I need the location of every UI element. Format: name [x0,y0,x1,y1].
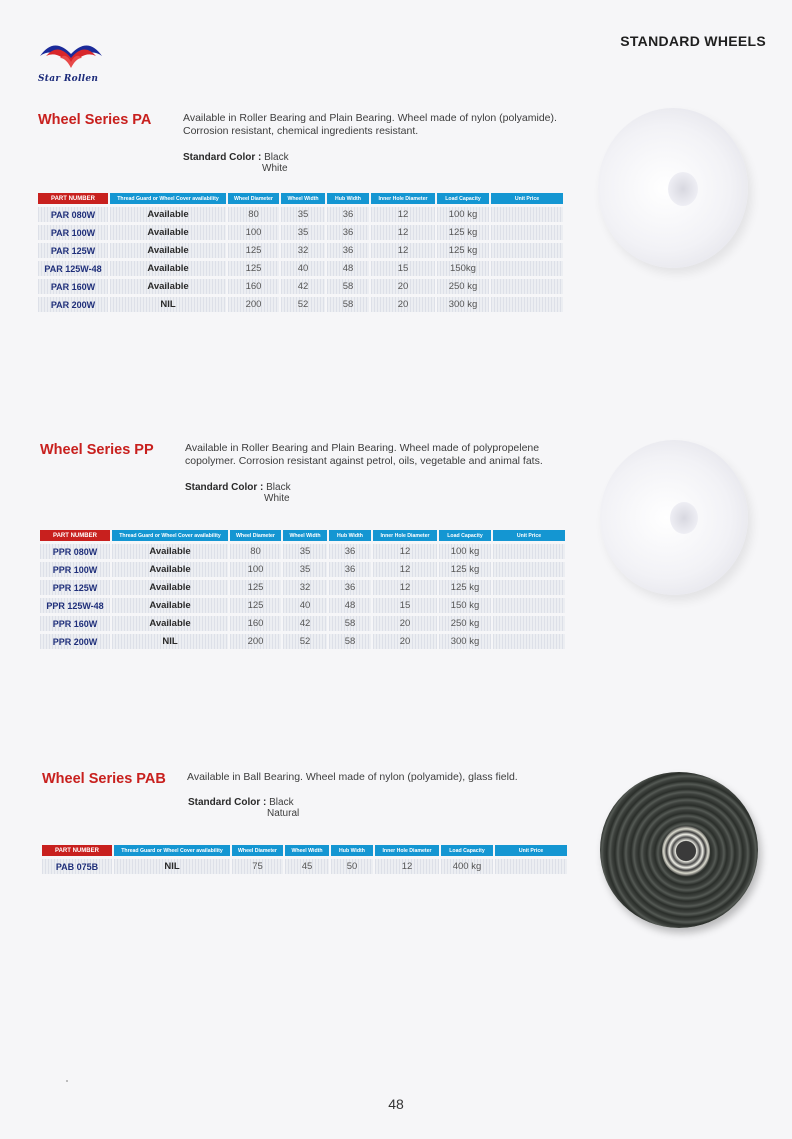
cell-diameter: 100 [230,562,281,577]
column-header-inner: Inner Hole Diameter [375,845,439,856]
cell-hub: 36 [329,562,371,577]
cell-guard: Available [110,207,226,222]
column-header-price: Unit Price [493,530,565,541]
brand-name: Star Rollen [38,74,99,84]
section-title-pp: Wheel Series PP [40,442,154,458]
spec-table-pab [40,842,569,877]
color-2: White [262,163,288,174]
cell-part: PPR 080W [40,544,110,559]
cell-inner: 20 [371,279,435,294]
cell-load: 100 kg [439,544,491,559]
cell-load: 150 kg [439,598,491,613]
cell-part: PAR 125W-48 [38,261,108,276]
cell-price [491,243,563,258]
cell-guard: NIL [112,634,228,649]
cell-guard: Available [110,261,226,276]
cell-price [493,580,565,595]
column-header-part: PART NUMBER [40,530,110,541]
column-header-width: Wheel Width [283,530,327,541]
cell-price [493,616,565,631]
cell-load: 125 kg [439,562,491,577]
color-1: Black [269,797,294,808]
cell-inner: 20 [373,616,437,631]
desc-line-2: Corrosion resistant, chemical ingredients resistant. [183,125,419,137]
cell-load: 125 kg [437,225,489,240]
cell-part: PAR 100W [38,225,108,240]
desc-line-1: Available in Roller Bearing and Plain Bearing. Wheel made of polypropelene [185,442,540,454]
table-header-row [42,845,567,856]
cell-price [491,279,563,294]
cell-width: 32 [281,243,325,258]
desc-line-1: Available in Roller Bearing and Plain Bearing. Wheel made of nylon (polyamide). [183,112,557,124]
column-header-hub: Hub Width [329,530,371,541]
cell-diameter: 125 [230,580,281,595]
cell-load: 125 kg [437,243,489,258]
cell-width: 35 [283,544,327,559]
cell-guard: Available [112,598,228,613]
cell-width: 35 [281,207,325,222]
cell-load: 300 kg [439,634,491,649]
page-heading: STANDARD WHEELS [620,33,766,49]
cell-width: 40 [283,598,327,613]
cell-inner: 15 [373,598,437,613]
color-1: Black [264,152,289,163]
white-wheel-image [600,440,748,595]
cell-price [493,562,565,577]
color-2: White [264,493,290,504]
table-row [38,261,563,276]
cell-hub: 48 [327,261,369,276]
spec-table-pp [38,527,567,652]
cell-hub: 58 [329,616,371,631]
cell-part: PPR 200W [40,634,110,649]
section-title-pab: Wheel Series PAB [42,771,166,787]
cell-guard: Available [110,225,226,240]
cell-load: 125 kg [439,580,491,595]
table-row [38,297,563,312]
cell-price [491,207,563,222]
cell-width: 35 [281,225,325,240]
cell-load: 250 kg [437,279,489,294]
cell-price [493,598,565,613]
cell-inner: 12 [373,544,437,559]
cell-guard: Available [110,243,226,258]
cell-width: 45 [285,859,329,874]
cell-hub: 36 [327,207,369,222]
wheel-hub-icon [670,502,698,534]
page-number: 48 [388,1096,404,1112]
table-row [38,243,563,258]
cell-guard: Available [110,279,226,294]
cell-guard: Available [112,562,228,577]
cell-width: 52 [283,634,327,649]
cell-width: 32 [283,580,327,595]
cell-inner: 12 [373,562,437,577]
cell-inner: 12 [373,580,437,595]
cell-inner: 12 [371,225,435,240]
table-row [40,544,565,559]
standard-color-pa: Standard Color : Black White [183,152,289,174]
cell-load: 300 kg [437,297,489,312]
table-row [40,634,565,649]
cell-hub: 50 [331,859,373,874]
black-wheel-image [600,772,758,928]
cell-guard: NIL [114,859,230,874]
cell-hub: 36 [329,580,371,595]
table-row [40,562,565,577]
column-header-width: Wheel Width [285,845,329,856]
section-title-pa: Wheel Series PA [38,112,152,128]
cell-part: PAR 200W [38,297,108,312]
cell-price [491,297,563,312]
column-header-inner: Inner Hole Diameter [371,193,435,204]
cell-part: PAR 125W [38,243,108,258]
table-row [40,580,565,595]
cell-guard: Available [112,580,228,595]
cell-guard: Available [112,544,228,559]
cell-load: 400 kg [441,859,493,874]
star-rollen-logo-icon [36,34,106,74]
column-header-load: Load Capacity [439,530,491,541]
cell-diameter: 200 [230,634,281,649]
cell-width: 35 [283,562,327,577]
color-2: Natural [267,808,300,819]
column-header-price: Unit Price [495,845,567,856]
cell-inner: 15 [371,261,435,276]
cell-price [491,261,563,276]
cell-diameter: 125 [230,598,281,613]
column-header-load: Load Capacity [437,193,489,204]
desc-line-1: Available in Ball Bearing. Wheel made of nylon (polyamide), glass field. [187,771,518,783]
cell-width: 42 [281,279,325,294]
cell-part: PAB 075B [42,859,112,874]
cell-price [493,544,565,559]
cell-hub: 58 [327,297,369,312]
column-header-width: Wheel Width [281,193,325,204]
table-row [40,598,565,613]
brand-logo [36,34,106,90]
section-desc-pab [187,771,518,784]
column-header-diameter: Wheel Diameter [232,845,283,856]
cell-hub: 58 [329,634,371,649]
table-row [38,225,563,240]
section-desc-pa [183,112,557,138]
cell-part: PAR 080W [38,207,108,222]
cell-hub: 36 [327,243,369,258]
table-row [38,279,563,294]
table-header-row [38,193,563,204]
column-header-hub: Hub Width [327,193,369,204]
cell-diameter: 200 [228,297,279,312]
cell-width: 40 [281,261,325,276]
desc-line-2: copolymer. Corrosion resistant against petrol, oils, vegetable and animal fats. [185,455,543,467]
column-header-load: Load Capacity [441,845,493,856]
cell-inner: 12 [375,859,439,874]
wheel-hub-icon [668,172,698,206]
cell-hub: 36 [327,225,369,240]
column-header-inner: Inner Hole Diameter [373,530,437,541]
section-desc-pp [185,442,543,468]
cell-price [495,859,567,874]
table-row [38,207,563,222]
standard-color-pab: Standard Color : Black Natural [188,797,300,819]
column-header-part: PART NUMBER [38,193,108,204]
cell-part: PPR 125W-48 [40,598,110,613]
cell-hub: 48 [329,598,371,613]
column-header-guard: Thread Guard or Wheel Cover availability [112,530,228,541]
cell-part: PAR 160W [38,279,108,294]
standard-color-pp: Standard Color : Black White [185,482,291,504]
cell-inner: 20 [373,634,437,649]
cell-diameter: 80 [230,544,281,559]
cell-diameter: 125 [228,243,279,258]
cell-load: 100 kg [437,207,489,222]
white-wheel-image [598,108,748,268]
column-header-price: Unit Price [491,193,563,204]
color-1: Black [266,482,291,493]
spec-table-pa [36,190,565,315]
cell-inner: 20 [371,297,435,312]
scan-speck [66,1080,68,1082]
cell-part: PPR 125W [40,580,110,595]
cell-diameter: 160 [230,616,281,631]
standard-color-label: Standard Color [188,797,261,808]
table-header-row [40,530,565,541]
cell-diameter: 125 [228,261,279,276]
cell-inner: 12 [371,207,435,222]
column-header-diameter: Wheel Diameter [230,530,281,541]
ball-bearing-icon [662,826,710,876]
cell-part: PPR 100W [40,562,110,577]
column-header-diameter: Wheel Diameter [228,193,279,204]
cell-guard: NIL [110,297,226,312]
cell-hub: 58 [327,279,369,294]
cell-diameter: 100 [228,225,279,240]
cell-part: PPR 160W [40,616,110,631]
column-header-hub: Hub Width [331,845,373,856]
standard-color-label: Standard Color [185,482,258,493]
table-row [40,616,565,631]
cell-price [491,225,563,240]
cell-width: 52 [281,297,325,312]
cell-guard: Available [112,616,228,631]
column-header-guard: Thread Guard or Wheel Cover availability [114,845,230,856]
column-header-guard: Thread Guard or Wheel Cover availability [110,193,226,204]
cell-load: 250 kg [439,616,491,631]
standard-color-label: Standard Color [183,152,256,163]
cell-diameter: 80 [228,207,279,222]
cell-load: 150kg [437,261,489,276]
cell-inner: 12 [371,243,435,258]
cell-hub: 36 [329,544,371,559]
table-row [42,859,567,874]
cell-diameter: 75 [232,859,283,874]
cell-diameter: 160 [228,279,279,294]
cell-price [493,634,565,649]
cell-width: 42 [283,616,327,631]
column-header-part: PART NUMBER [42,845,112,856]
